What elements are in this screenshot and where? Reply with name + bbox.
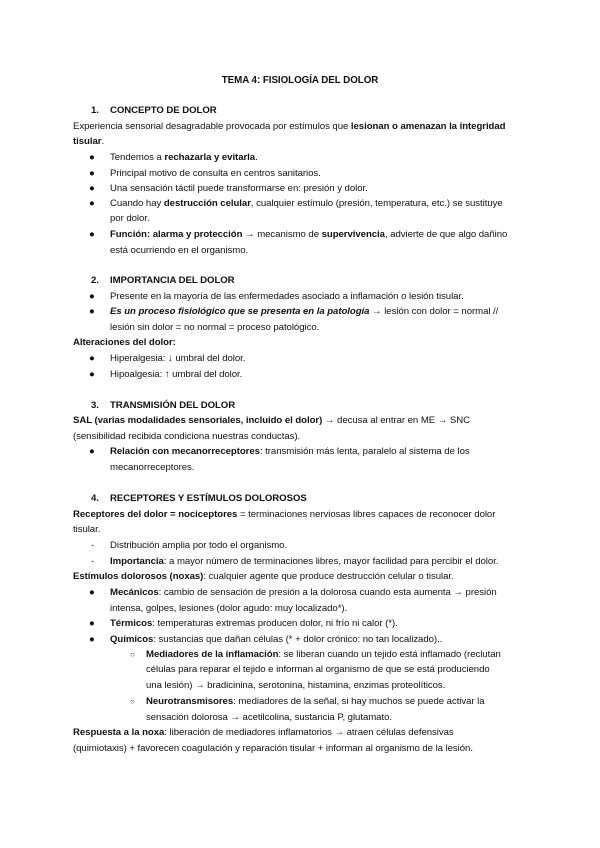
section-title: TRANSMISIÓN DEL DOLOR bbox=[110, 400, 236, 411]
paragraph-line: Respuesta a la noxa: liberación de mediadores inflamatorios → atraen células defensivas bbox=[73, 727, 454, 738]
circle-bullet-icon: ○ bbox=[130, 697, 135, 706]
bullet-icon: ● bbox=[89, 183, 95, 194]
bullet-icon: ● bbox=[89, 306, 95, 317]
section-title: RECEPTORES Y ESTÍMULOS DOLOROSOS bbox=[110, 493, 307, 504]
bullet-icon: ● bbox=[89, 168, 95, 179]
bullet-icon: ● bbox=[89, 446, 95, 457]
section-title: CONCEPTO DE DOLOR bbox=[110, 105, 217, 116]
section-title: IMPORTANCIA DEL DOLOR bbox=[110, 275, 235, 286]
paragraph-line: tisular. bbox=[73, 524, 101, 535]
subheading: Alteraciones del dolor: bbox=[73, 337, 176, 348]
section-number: 1. bbox=[91, 105, 99, 116]
bullet-icon: ● bbox=[89, 618, 95, 629]
bullet-icon: ● bbox=[89, 291, 95, 302]
dash-icon: - bbox=[91, 540, 95, 551]
paragraph-line: Experiencia sensorial desagradable provocada por estímulos que lesionan o amenazan la integridad bbox=[73, 121, 506, 132]
section-number: 3. bbox=[91, 400, 99, 411]
bullet-icon: ● bbox=[89, 369, 95, 380]
bullet-icon: ● bbox=[89, 587, 95, 598]
bullet-icon: ● bbox=[89, 229, 95, 240]
bullet-icon: ● bbox=[89, 353, 95, 364]
paragraph-line: SAL (varias modalidades sensoriales, incluido el dolor) → decusa al entrar en ME → SNC bbox=[73, 415, 471, 426]
paragraph-line: Receptores del dolor = nociceptores = terminaciones nerviosas libres capaces de reconocer dolor bbox=[73, 509, 496, 520]
paragraph-line: tisular. bbox=[73, 136, 105, 147]
section-number: 4. bbox=[91, 493, 99, 504]
paragraph-line: Estímulos dolorosos (noxas): cualquier agente que produce destrucción celular o tisular. bbox=[73, 571, 454, 582]
dash-icon: - bbox=[91, 556, 95, 567]
circle-bullet-icon: ○ bbox=[130, 650, 135, 659]
section-number: 2. bbox=[91, 275, 99, 286]
document-title: TEMA 4: FISIOLOGÍA DEL DOLOR bbox=[221, 75, 379, 86]
paragraph-line: (sensibilidad recibida condiciona nuestras conductas). bbox=[73, 431, 301, 442]
paragraph-line: (quimiotaxis) + favorecen coagulación y reparación tisular + informan al organismo de la lesión. bbox=[73, 743, 473, 754]
bullet-icon: ● bbox=[89, 152, 95, 163]
bullet-icon: ● bbox=[89, 634, 95, 645]
bullet-icon: ● bbox=[89, 198, 95, 209]
document-page: TEMA 4: FISIOLOGÍA DEL DOLOR 1. CONCEPTO DE DOLOR Experiencia sensorial desagradable provocada por estímulos que lesionan o amenazan la integridad tisular. ● Tendemos a rechazarla y evitarla. ● Principal motivo de consulta en centros sanitarios. ● Una sensación táctil puede transformarse en: presión y dolor. ● Cuando hay destrucción celular, cualquier estímulo (presión, temperatura, etc.) se sustituye por dolor. ● Función: alarma y protección → mecanismo de supervivencia, advierte de que algo dañino está ocurriendo en el organismo. 2. IMPORTANCIA DEL DOLOR ● Presente en la mayoría de las enfermedades asociado a inflamación o lesión tisular. ● Es un proceso fisiológico que se presenta en la patología → lesión con dolor = normal // lesión sin dolor = no normal = proceso patológico. Alteraciones del dolor: ● Hiperalgesia: ↓ umbral del dolor. ● Hipoalgesia: ↑ umbral del dolor. 3. TRANSMISIÓN DEL DOLOR SAL (varias modalidades sensoriales, incluido el dolor) → decusa al entrar en ME → SNC (sensibilidad recibida condiciona nuestras conductas). ● Relación con mecanorreceptores: transmisión más lenta, paralelo al sistema de los mecanorreceptores. 4. RECEPTORES Y ESTÍMULOS DOLOROSOS Receptores del dolor = nociceptores = terminaciones nerviosas libres capaces de reconocer dolor tisular. - Distribución amplia por todo el organismo. - Importancia: a mayor número de terminaciones libres, mayor facilidad para percibir el dolor. Estímulos dolorosos (noxas): cualquier agente que produce destrucción celular o tisular. ● Mecánicos: cambio de sensación de presión a la dolorosa cuando esta aumenta → presión intensa, golpes, lesiones (dolor agudo: muy localizado*). ● Térmicos: temperaturas extremas producen dolor, ni frío ni calor (*). ● Químicos: sustancias que dañan células (* + dolor crónico: no tan localizado).. ○ Mediadores de la inflamación: se liberan cuando un tejido está inflamado (reclutan células para reparar el tejido e informan al organismo de que se está produciendo una lesión) → bradicinina, serotonina, histamina, enzimas proteolíticos. ○ Neurotransmisores: mediadores de la señal, si hay muchos se puede activar la sensación dolorosa → acetilcolina, sustancia P, glutamato. Respuesta a la noxa: liberación de mediadores inflamatorios → atraen células defensivas (quimiotaxis) + favorecen coagulación y reparación tisular + informan al organismo de la lesión. bbox=[0, 0, 600, 848]
